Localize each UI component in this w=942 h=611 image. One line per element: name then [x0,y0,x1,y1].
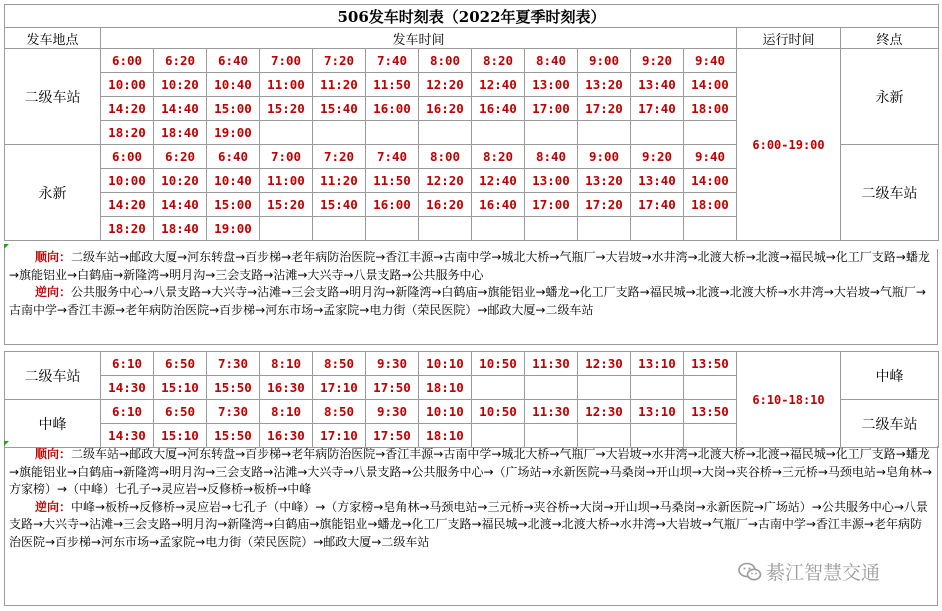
route-description-1 [4,249,938,345]
forward-route [9,249,933,284]
origin-station: 二级车站 [5,352,101,400]
departure-time [578,424,631,448]
table-row [5,49,939,73]
forward-stops: 二级车站→邮政大厦→河东转盘→百步梯→老年病防治医院→香江丰源→古南中学→城北大桥→气瓶厂→大岩坡→水井湾→北渡大桥→北渡→福民城→化工厂支路→蟠龙→旗能铝业→白鹤庙→新隆湾→明月沟→三会支路→沾滩→大兴寺→八景支路→公共服务中心 [9,250,930,282]
departure-time: 8:40 [525,145,578,169]
departure-time: 13:10 [631,400,684,424]
departure-time: 11:20 [313,169,366,193]
departure-time: 18:40 [154,121,207,145]
departure-time [684,121,737,145]
departure-time: 10:40 [207,73,260,97]
departure-time: 9:00 [578,49,631,73]
departure-time: 6:00 [101,145,154,169]
origin-station: 中峰 [5,400,101,448]
departure-time: 15:50 [207,376,260,400]
forward-route-2 [9,446,933,499]
departure-time: 17:00 [525,97,578,121]
forward-stops-2: 二级车站→邮政大厦→河东转盘→百步梯→老年病防治医院→香江丰源→古南中学→城北大桥→气瓶厂→大岩坡→水井湾→北渡大桥→北渡→福民城→化工厂支路→蟠龙→旗能铝业→白鹤庙→新隆湾→明月沟→三会支路→沾滩→大兴寺→八景支路→公共服务中心→（广场站→永新医院→马桑岗→开山坝→大岗→夹谷桥→三元桥→马颈电站→皂角林→方家榜）→（中峰）七孔子→灵应岩→反修桥→板桥→中峰 [9,447,933,496]
departure-time: 13:40 [631,169,684,193]
departure-time: 13:00 [525,169,578,193]
departure-time: 18:00 [684,97,737,121]
departure-time: 9:40 [684,145,737,169]
departure-time: 12:40 [472,73,525,97]
terminus-station: 二级车站 [841,400,939,448]
departure-time: 8:10 [260,400,313,424]
departure-time: 6:40 [207,145,260,169]
departure-time: 6:50 [154,400,207,424]
departure-time: 18:10 [419,376,472,400]
departure-time: 7:00 [260,49,313,73]
departure-time: 13:20 [578,169,631,193]
table-row [5,352,939,376]
departure-time: 14:40 [154,193,207,217]
departure-time: 17:50 [366,424,419,448]
departure-time: 16:20 [419,97,472,121]
reverse-route-2 [9,499,933,552]
departure-time: 11:50 [366,73,419,97]
departure-time: 6:20 [154,49,207,73]
departure-time: 14:30 [101,376,154,400]
departure-time: 10:50 [472,400,525,424]
departure-time: 11:00 [260,169,313,193]
departure-time: 11:30 [525,352,578,376]
departure-time: 9:00 [578,145,631,169]
departure-time: 12:30 [578,352,631,376]
departure-time: 17:40 [631,193,684,217]
departure-time [366,121,419,145]
departure-time: 9:40 [684,49,737,73]
departure-time [313,217,366,241]
schedule-table-2 [4,351,939,448]
departure-time: 10:00 [101,73,154,97]
departure-time [684,217,737,241]
departure-time: 14:40 [154,97,207,121]
departure-time [525,376,578,400]
departure-time: 6:20 [154,145,207,169]
cell-marker [4,244,9,249]
departure-time: 7:40 [366,145,419,169]
departure-time [578,376,631,400]
departure-time [684,424,737,448]
departure-time: 16:00 [366,193,419,217]
header-times: 发车时间 [101,28,737,49]
departure-time: 16:40 [472,97,525,121]
watermark [738,558,880,585]
departure-time: 11:20 [313,73,366,97]
departure-time: 17:10 [313,424,366,448]
departure-time: 18:20 [101,121,154,145]
departure-time [472,121,525,145]
departure-time: 6:00 [101,49,154,73]
departure-time: 9:20 [631,49,684,73]
departure-time [419,217,472,241]
departure-time: 6:40 [207,49,260,73]
departure-time [578,217,631,241]
departure-time [260,217,313,241]
departure-time [472,376,525,400]
departure-time: 9:20 [631,145,684,169]
terminus-station: 二级车站 [841,145,939,241]
departure-time: 15:50 [207,424,260,448]
departure-time: 6:10 [101,352,154,376]
departure-time: 10:40 [207,169,260,193]
departure-time: 15:00 [207,97,260,121]
departure-time [631,121,684,145]
departure-time: 6:50 [154,352,207,376]
departure-time: 17:40 [631,97,684,121]
forward-label: 顺向： [35,250,72,264]
cell-marker-2 [4,441,9,446]
departure-time: 14:20 [101,97,154,121]
departure-time: 15:10 [154,376,207,400]
departure-time: 10:20 [154,169,207,193]
departure-time: 12:30 [578,400,631,424]
departure-time: 16:30 [260,376,313,400]
departure-time: 7:30 [207,352,260,376]
departure-time: 17:20 [578,97,631,121]
departure-time: 19:00 [207,217,260,241]
departure-time: 10:20 [154,73,207,97]
departure-time: 14:00 [684,169,737,193]
departure-time: 13:10 [631,352,684,376]
departure-time: 16:30 [260,424,313,448]
departure-time: 11:00 [260,73,313,97]
departure-time: 16:00 [366,97,419,121]
departure-time: 16:20 [419,193,472,217]
departure-time: 17:00 [525,193,578,217]
departure-time: 18:10 [419,424,472,448]
departure-time [631,376,684,400]
departure-time [525,217,578,241]
departure-time: 18:40 [154,217,207,241]
departure-time: 17:20 [578,193,631,217]
page-title: 506发车时刻表（2022年夏季时刻表） [5,5,939,28]
departure-time: 8:40 [525,49,578,73]
departure-time: 7:20 [313,49,366,73]
departure-time: 17:10 [313,376,366,400]
departure-time: 9:30 [366,352,419,376]
departure-time: 16:40 [472,193,525,217]
departure-time: 13:40 [631,73,684,97]
forward-label-2: 顺向： [35,447,72,461]
departure-time: 13:20 [578,73,631,97]
departure-time: 8:50 [313,400,366,424]
departure-time [684,376,737,400]
departure-time [419,121,472,145]
header-runtime: 运行时间 [737,28,841,49]
operating-hours: 6:10-18:10 [737,352,841,448]
departure-time: 15:20 [260,97,313,121]
departure-time: 15:40 [313,193,366,217]
departure-time: 13:50 [684,352,737,376]
operating-hours: 6:00-19:00 [737,49,841,241]
departure-time: 7:40 [366,49,419,73]
departure-time: 15:20 [260,193,313,217]
departure-time: 9:30 [366,400,419,424]
reverse-label-2: 逆向： [35,499,72,514]
departure-time: 13:00 [525,73,578,97]
schedule-table-1 [4,4,939,241]
departure-time [366,217,419,241]
departure-time [472,424,525,448]
departure-time: 17:50 [366,376,419,400]
departure-time: 14:30 [101,424,154,448]
departure-time [313,121,366,145]
origin-station: 永新 [5,145,101,241]
wechat-icon [738,562,762,582]
departure-time: 18:00 [684,193,737,217]
departure-time: 18:20 [101,217,154,241]
departure-time [260,121,313,145]
header-terminus: 终点 [841,28,939,49]
departure-time [578,121,631,145]
departure-time: 8:20 [472,49,525,73]
departure-time: 6:10 [101,400,154,424]
departure-time: 7:00 [260,145,313,169]
departure-time [631,424,684,448]
departure-time: 8:20 [472,145,525,169]
origin-station: 二级车站 [5,49,101,145]
reverse-route [9,284,933,319]
departure-time: 14:20 [101,193,154,217]
departure-time: 12:40 [472,169,525,193]
reverse-stops: 公共服务中心→八景支路→大兴寺→沾滩→三会支路→明月沟→新隆湾→白鹤庙→旗能铝业→蟠龙→化工厂支路→福民城→北渡→北渡大桥→水井湾→大岩坡→气瓶厂→古南中学→香江丰源→老年病防治医院→百步梯→河东市场→孟家院→电力街（荣民医院）→邮政大厦→二级车站 [9,285,926,317]
departure-time: 12:20 [419,169,472,193]
departure-time [525,424,578,448]
departure-time: 19:00 [207,121,260,145]
departure-time: 8:10 [260,352,313,376]
reverse-stops-2: 中峰→板桥→反修桥→灵应岩→七孔子（中峰）→（方家榜→皂角林→马颈电站→三元桥→夹谷桥→大岗→开山坝→马桑岗→永新医院→广场站）→公共服务中心→八景支路→大兴寺→沾滩→三会支路→明月沟→新隆湾→白鹤庙→旗能铝业→蟠龙→化工厂支路→福民城→北渡→北渡大桥→水井湾→大岩坡→气瓶厂→古南中学→香江丰源→老年病防治医院→百步梯→河东市场→孟家院→电力街（荣民医院）→邮政大厦→二级车站 [9,499,928,549]
departure-time [472,217,525,241]
departure-time [631,217,684,241]
departure-time: 12:20 [419,73,472,97]
departure-time: 15:10 [154,424,207,448]
departure-time: 15:40 [313,97,366,121]
watermark-text: 綦江智慧交通 [766,562,881,584]
header-origin: 发车地点 [5,28,101,49]
departure-time: 13:50 [684,400,737,424]
departure-time: 11:50 [366,169,419,193]
departure-time: 11:30 [525,400,578,424]
departure-time [525,121,578,145]
departure-time: 8:00 [419,49,472,73]
departure-time: 7:20 [313,145,366,169]
departure-time: 10:10 [419,352,472,376]
departure-time: 7:30 [207,400,260,424]
reverse-label: 逆向： [35,285,72,299]
departure-time: 10:50 [472,352,525,376]
terminus-station: 中峰 [841,352,939,400]
terminus-station: 永新 [841,49,939,145]
departure-time: 8:00 [419,145,472,169]
departure-time: 10:00 [101,169,154,193]
departure-time: 14:00 [684,73,737,97]
departure-time: 10:10 [419,400,472,424]
departure-time: 15:00 [207,193,260,217]
departure-time: 8:50 [313,352,366,376]
